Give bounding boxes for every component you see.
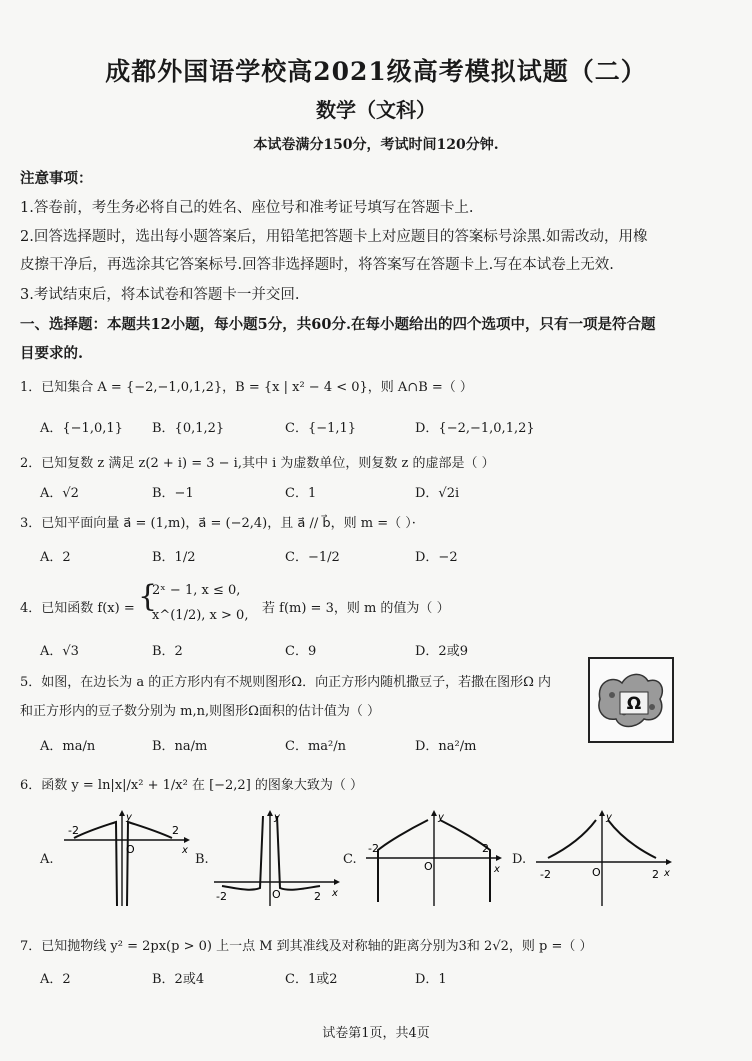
notice-item-2-line1: 2.回答选择题时，选出每小题答案后，用铅笔把答题卡上对应题目的答案标号涂黑.如需改动，用橡 bbox=[20, 229, 648, 245]
q3-option-b: B．1/2 bbox=[152, 550, 196, 565]
q5-stem-line2: 和正方形内的豆子数分别为 m,n,则图形Ω面积的估计值为（ ） bbox=[20, 704, 381, 719]
q6-graph-d bbox=[532, 808, 672, 908]
q5-stem-line1: 5．如图，在边长为 a 的正方形内有不规则图形Ω．向正方形内随机撒豆子，若撒在图形Ω 内 bbox=[20, 675, 551, 690]
q4-suffix: 若 f(m) = 3，则 m 的值为（ ） bbox=[262, 601, 450, 616]
q6-c-tick-pos: 2 bbox=[482, 842, 489, 855]
page-footer: 试卷第1页，共4页 bbox=[322, 1026, 430, 1041]
q6-d-tick-neg: -2 bbox=[540, 868, 551, 881]
q4-option-c: C．9 bbox=[285, 644, 317, 659]
q3-option-d: D．−2 bbox=[415, 550, 458, 565]
q6-graph-c bbox=[362, 808, 502, 908]
q7-stem: 7．已知抛物线 y² = 2px(p > 0) 上一点 M 到其准线及对称轴的距离分别为3和 2√2，则 p =（ ） bbox=[20, 939, 593, 954]
q6-option-c-label: C. bbox=[343, 852, 357, 867]
q1-option-b: B．{0,1,2} bbox=[152, 421, 225, 436]
q3-stem: 3．已知平面向量 a⃗ = (1,m)，a⃗ = (−2,4)，且 a⃗ // b⃗，则 m =（ ）· bbox=[20, 516, 416, 531]
page-subtitle: 数学（文科） bbox=[316, 98, 436, 122]
section1-line1: 一、选择题：本题共12小题，每小题5分，共60分.在每小题给出的四个选项中，只有一项是符合题 bbox=[20, 316, 656, 333]
q1-option-c: C．{−1,1} bbox=[285, 421, 357, 436]
q6-b-tick-neg: -2 bbox=[216, 890, 227, 903]
notice-item-1: 1.答卷前，考生务必将自己的姓名、座位号和准考证号填写在答题卡上. bbox=[20, 200, 474, 216]
q4-option-d: D．2或9 bbox=[415, 644, 468, 659]
q2-option-a: A．√2 bbox=[40, 486, 79, 501]
q5-option-c: C．ma²/n bbox=[285, 739, 346, 754]
q5-figure-label: Ω bbox=[626, 694, 642, 714]
section1-line2: 目要求的. bbox=[20, 345, 84, 362]
q6-c-axis-x: x bbox=[494, 864, 500, 875]
q6-a-tick-neg: -2 bbox=[68, 824, 79, 837]
notice-heading: 注意事项： bbox=[20, 170, 93, 187]
q6-c-axis-y: y bbox=[438, 812, 444, 823]
q6-b-tick-pos: 2 bbox=[314, 890, 321, 903]
q6-d-origin: O bbox=[592, 866, 601, 879]
q7-option-b: B．2或4 bbox=[152, 972, 205, 987]
q4-option-b: B．2 bbox=[152, 644, 183, 659]
q6-stem: 6．函数 y = ln|x|/x² + 1/x² 在 [−2,2] 的图象大致为（ ） bbox=[20, 778, 364, 793]
q4-case-2: x^(1/2), x > 0, bbox=[152, 608, 249, 623]
q6-c-origin: O bbox=[424, 860, 433, 873]
q4-case-1: 2ˣ − 1, x ≤ 0, bbox=[152, 583, 241, 598]
q6-b-axis-x: x bbox=[332, 888, 338, 899]
q5-option-b: B．na/m bbox=[152, 739, 208, 754]
q6-a-tick-pos: 2 bbox=[172, 824, 179, 837]
q1-stem: 1．已知集合 A = {−2,−1,0,1,2}，B = {x | x² − 4 < 0}，则 A∩B =（ ） bbox=[20, 380, 473, 395]
q6-graph-b bbox=[210, 808, 340, 908]
q3-option-c: C．−1/2 bbox=[285, 550, 340, 565]
q5-figure-square bbox=[588, 657, 674, 743]
q6-d-axis-x: x bbox=[664, 868, 670, 879]
q4-brace: { bbox=[138, 579, 158, 614]
q6-d-axis-y: y bbox=[606, 812, 612, 823]
q5-option-d: D．na²/m bbox=[415, 739, 477, 754]
q7-option-c: C．1或2 bbox=[285, 972, 338, 987]
q1-option-d: D．{−2,−1,0,1,2} bbox=[415, 421, 535, 436]
q7-option-d: D．1 bbox=[415, 972, 447, 987]
q6-c-tick-neg: -2 bbox=[368, 842, 379, 855]
notice-item-3: 3.考试结束后，将本试卷和答题卡一并交回. bbox=[20, 287, 300, 303]
q6-option-b-label: B. bbox=[195, 852, 209, 867]
q6-d-tick-pos: 2 bbox=[652, 868, 659, 881]
q5-irregular-shape bbox=[590, 659, 672, 741]
q4-option-a: A．√3 bbox=[40, 644, 79, 659]
q2-option-c: C．1 bbox=[285, 486, 317, 501]
q6-a-axis-x: x bbox=[182, 845, 188, 856]
q7-option-a: A．2 bbox=[40, 972, 71, 987]
q2-option-d: D．√2i bbox=[415, 486, 460, 501]
q6-option-d-label: D. bbox=[512, 852, 527, 867]
q6-b-origin: O bbox=[272, 888, 281, 901]
q5-option-a: A．ma/n bbox=[40, 739, 96, 754]
notice-item-2-line2: 皮擦干净后，再选涂其它答案标号.回答非选择题时，将答案写在答题卡上.写在本试卷上无效. bbox=[20, 257, 614, 273]
page-title: 成都外国语学校高2021级高考模拟试题（二） bbox=[105, 57, 647, 86]
q3-option-a: A．2 bbox=[40, 550, 71, 565]
q2-stem: 2．已知复数 z 满足 z(2 + i) = 3 − i,其中 i 为虚数单位，则复数 z 的虚部是（ ） bbox=[20, 456, 495, 471]
q6-graph-a bbox=[60, 808, 190, 908]
q6-a-axis-y: y bbox=[126, 812, 132, 823]
q4-prefix: 4．已知函数 f(x) = bbox=[20, 601, 135, 616]
q6-b-axis-y: y bbox=[274, 812, 280, 823]
q6-a-origin: O bbox=[126, 843, 135, 856]
q1-option-a: A．{−1,0,1} bbox=[40, 421, 123, 436]
exam-meta: 本试卷满分150分，考试时间120分钟. bbox=[253, 137, 499, 153]
q6-option-a-label: A. bbox=[40, 852, 54, 867]
q2-option-b: B．−1 bbox=[152, 486, 194, 501]
